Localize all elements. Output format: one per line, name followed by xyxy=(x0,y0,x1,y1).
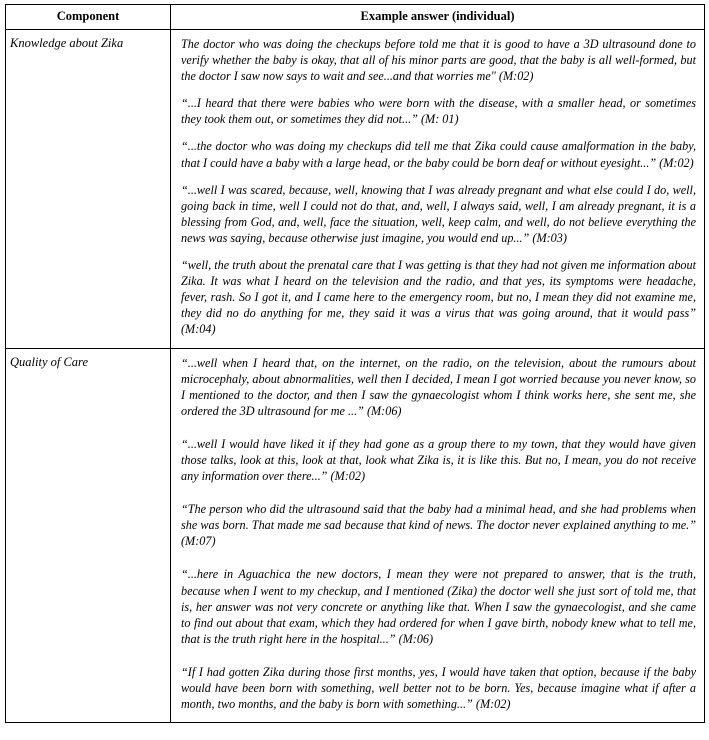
quote-item: “...the doctor who was doing my checkups did tell me that Zika could cause amalformation in the baby, that I could have a baby with a large head, or the baby could be born deaf or without eyesight...” (M:02) xyxy=(181,139,696,170)
table-row xyxy=(6,348,705,723)
quote-item: “...well I would have liked it if they had gone as a group there to my town, that they would have given those talks, look at this, look at that, look what Zika is, it is like this. But no, I mean, you do not receive any information over there...” (M:02) xyxy=(181,436,696,484)
quote-item: “The person who did the ultrasound said that the baby had a minimal head, and she had problems when she was born. That made me sad because that kind of news. The doctor never explained anything to me.” (M:07) xyxy=(181,502,696,549)
column-header-component: Component xyxy=(6,5,171,30)
quote-item: “...here in Aguachica the new doctors, I mean they were not prepared to answer, that is the truth, because when I went to my checkup, and I mentioned (Zika) the doctor well she just sort of told me, that is, her answer was not very concrete or anything like that. When I saw the gynaecologist, and she came to find out about that exam, which they had ordered for when I gave birth, nobody knew what to tell me, that is the truth right here in the hospital...” (M:06) xyxy=(181,567,696,646)
quote-item: “...well when I heard that, on the internet, on the radio, on the television, about the rumours about microcephaly, about abnormalities, well then I decided, I mean I got worried because you never know, so I mentioned to the doctor, and then I saw the gynaecologist whom I think works here, she sent me, she ordered the 3D ultrasound for me ...” (M:06) xyxy=(181,355,696,418)
qualitative-quotes-table xyxy=(5,4,705,723)
column-header-example-answer: Example answer (individual) xyxy=(171,5,705,30)
component-label-quality-of-care: Quality of Care xyxy=(6,348,171,723)
quote-item: The doctor who was doing the checkups before told me that it is good to have a 3D ultrasound done to verify whether the baby is okay, that all of his minor parts are good, that the baby is all well-formed, but the doctor I saw now says to wait and see...and that worries me" (M:02) xyxy=(181,37,696,84)
table-header-row xyxy=(6,5,705,30)
table-row xyxy=(6,30,705,349)
quote-item: “well, the truth about the prenatal care that I was getting is that they had not given me information about Zika. It was what I heard on the television and the radio, and that yes, its symptoms were headache, fever, rash. So I got it, and I came here to the emergency room, but no, I mean they did not examine me, they did no do anything for me, they said it was a virus that was going around, that it would pass” (M:04) xyxy=(181,258,696,337)
answers-quality-of-care xyxy=(171,348,705,723)
answers-knowledge-about-zika xyxy=(171,30,705,349)
quote-item: “If I had gotten Zika during those first months, yes, I would have taken that option, because if the baby would have been born with something, well better not to be born. Yes, because imagine what if after a month, two months, and the baby is born with something...” (M:02) xyxy=(181,664,696,712)
quote-item: “...I heard that there were babies who were born with the disease, with a smaller head, or sometimes they took them out, or sometimes they did not...” (M: 01) xyxy=(181,96,696,127)
component-label-knowledge-about-zika: Knowledge about Zika xyxy=(6,30,171,349)
quote-item: “...well I was scared, because, well, knowing that I was already pregnant and what else could I do, well, going back in time, well I could not do that, and, well, I always said, well, I am already pregnant, it is a blessing from God, and, well, face the situation, well, keep calm, and well, do not believe everything the news was saying, because otherwise just imagine, you would end up...” (M:03) xyxy=(181,182,696,245)
